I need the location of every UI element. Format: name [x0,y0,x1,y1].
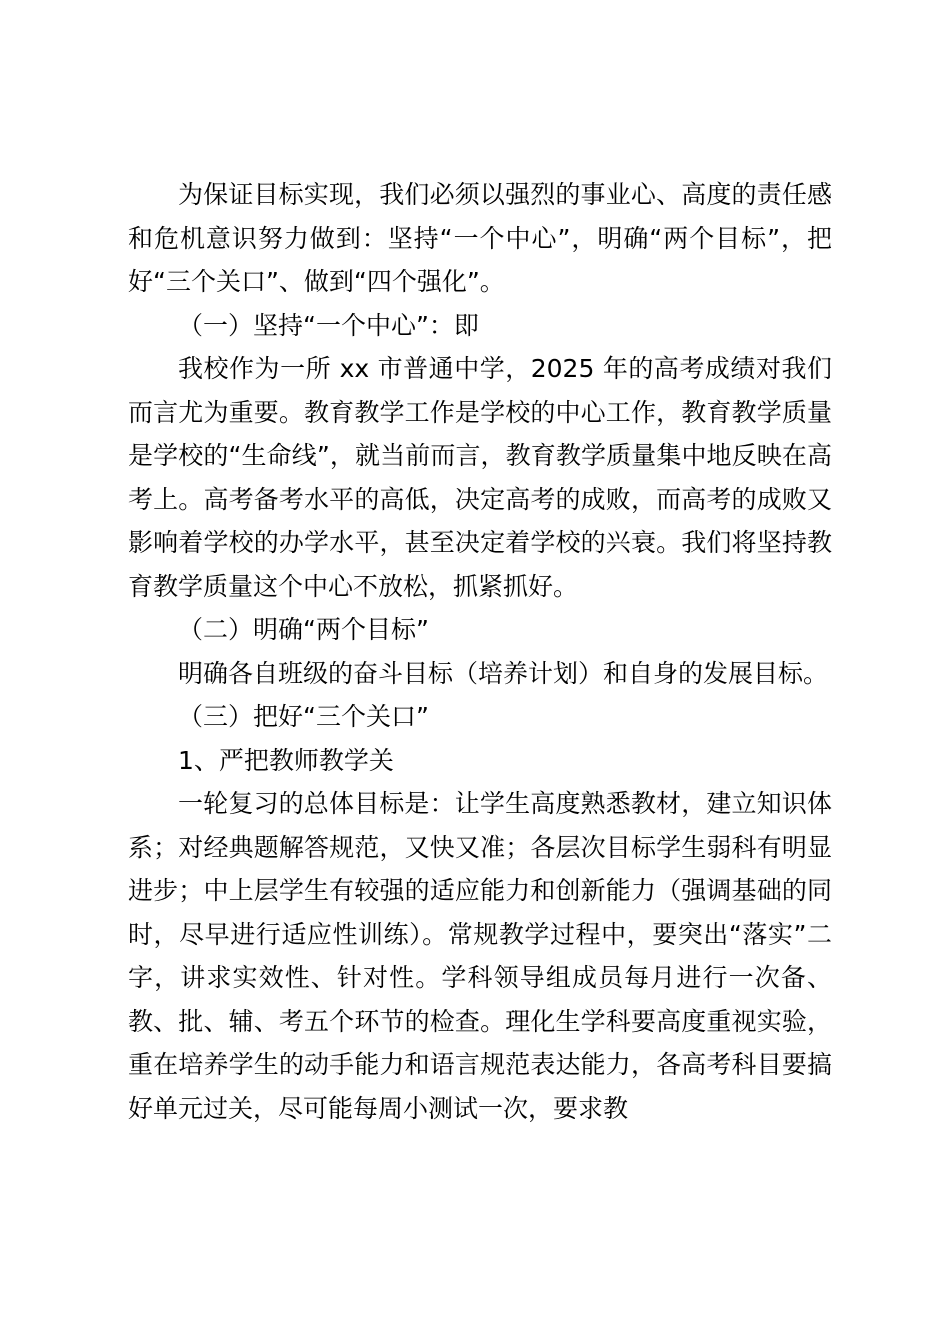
section-heading-2: （二）明确“两个目标” [178,615,429,644]
section-heading-3: （三）把好“三个关口” [178,702,429,731]
paragraph-goals: 明确各自班级的奋斗目标（培养计划）和自身的发展目标。 [178,658,829,688]
document-body [128,173,832,1130]
subsection-heading-1: 1、严把教师教学关 [178,745,394,775]
section-heading-1: （一）坚持“一个中心”：即 [178,310,479,340]
paragraph-center: 我校作为一所 xx 市普通中学，2025 年的高考成绩对我们而言尤为重要。教育教学工作是学校的中心工作，教育教学质量是学校的“生命线”，就当前而言，教育教学质量集中地反映在高考上。高考备考水平的高低，决定高考的成败，而高考的成败又影响着学校的办学水平，甚至决定着学校的兴衰。我们将坚持教育教学质量这个中心不放松，抓紧抓好。 [128,354,832,601]
paragraph-review: 一轮复习的总体目标是：让学生高度熟悉教材，建立知识体系；对经典题解答规范，又快又准；各层次目标学生弱科有明显进步；中上层学生有较强的适应能力和创新能力（强调基础的同时，尽早进行适应性训练）。常规教学过程中，要突出“落实”二字，讲求实效性、针对性。学科领导组成员每月进行一次备、教、批、辅、考五个环节的检查。理化生学科要高度重视实验，重在培养学生的动手能力和语言规范表达能力，各高考科目要搞好单元过关，尽可能每周小测试一次，要求教 [128,789,832,1123]
paragraph-intro: 为保证目标实现，我们必须以强烈的事业心、高度的责任感和危机意识努力做到：坚持“一个中心”，明确“两个目标”，把好“三个关口”、做到“四个强化”。 [128,180,832,296]
